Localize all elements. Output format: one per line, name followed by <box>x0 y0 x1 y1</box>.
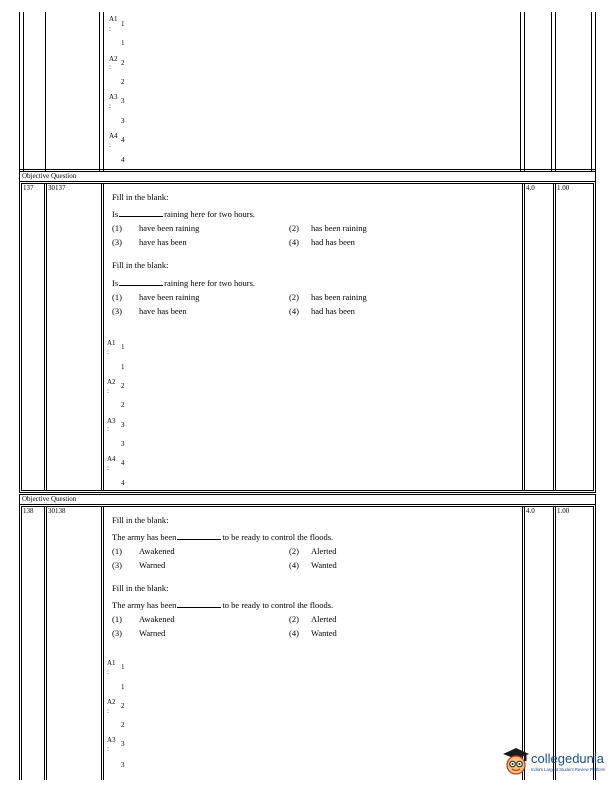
option-label: A4 <box>107 455 116 463</box>
choice-text: have been raining <box>139 223 200 233</box>
question-sentence <box>112 533 333 542</box>
choice-text: has been raining <box>311 292 367 302</box>
sentence-start: The army has been <box>112 600 177 610</box>
option-value: 4 <box>121 136 125 144</box>
option-label: A2 <box>107 378 116 386</box>
grid-line <box>19 12 20 171</box>
option-colon: : <box>109 63 111 71</box>
grid-line <box>553 506 554 780</box>
choice-text: Awakened <box>139 546 175 556</box>
choice-text: Wanted <box>311 628 337 638</box>
option-value: 3 <box>121 740 125 748</box>
option-colon: : <box>107 387 109 395</box>
choice-number: (3) <box>112 628 122 638</box>
question-id: 30137 <box>48 184 66 192</box>
choice-number: (2) <box>289 292 299 302</box>
grid-line <box>595 505 596 780</box>
choice-text: have has been <box>139 237 187 247</box>
grid-line <box>21 506 22 780</box>
option-colon: : <box>109 25 111 33</box>
logo-wordmark: collegedunia <box>531 751 605 766</box>
option-id: 4 <box>121 479 125 487</box>
option-label: A4 <box>109 132 118 140</box>
choice-text: Alerted <box>311 546 337 556</box>
grid-line <box>595 12 596 171</box>
choice-number: (1) <box>112 546 122 556</box>
grid-line <box>19 169 596 170</box>
option-label: A2 <box>107 698 116 706</box>
grid-line <box>524 183 525 491</box>
question-sentence <box>112 601 333 610</box>
sentence-end: to be ready to control the floods. <box>222 600 334 610</box>
grid-line <box>21 183 22 491</box>
grid-line <box>19 494 596 495</box>
choice-number: (3) <box>112 237 122 247</box>
option-id: 3 <box>121 761 125 769</box>
question-marks: 4.0 <box>526 507 535 515</box>
grid-line <box>19 505 20 780</box>
answer-blank <box>177 607 221 608</box>
option-label: A1 <box>107 339 116 347</box>
grid-line <box>103 506 104 780</box>
grid-line <box>524 506 525 780</box>
option-label: A3 <box>109 93 118 101</box>
grid-line <box>21 183 594 184</box>
option-colon: : <box>107 707 109 715</box>
answer-blank <box>119 285 163 286</box>
sentence-start: Is <box>112 278 119 288</box>
question-prompt: Fill in the blank: <box>112 192 169 202</box>
option-label: A1 <box>109 15 118 23</box>
grid-line <box>595 171 596 182</box>
section-label: Objective Question <box>22 172 77 180</box>
answer-blank <box>177 539 221 540</box>
choice-number: (2) <box>289 546 299 556</box>
sentence-end: to be ready to control the floods. <box>222 532 334 542</box>
choice-number: (4) <box>289 237 299 247</box>
grid-line <box>19 171 596 172</box>
sentence-start: Is <box>112 209 119 219</box>
grid-line <box>551 12 552 171</box>
grid-line <box>19 494 20 505</box>
grid-line <box>23 12 24 171</box>
grid-line <box>522 506 523 780</box>
question-sentence <box>112 210 255 219</box>
choice-text: Wanted <box>311 560 337 570</box>
choice-number: (2) <box>289 223 299 233</box>
option-label: A3 <box>107 417 116 425</box>
choice-number: (4) <box>289 306 299 316</box>
graduate-mascot-icon <box>502 747 530 777</box>
option-value: 2 <box>121 382 125 390</box>
grid-line <box>46 183 47 491</box>
option-value: 1 <box>121 343 125 351</box>
option-value: 2 <box>121 702 125 710</box>
grid-line <box>45 12 46 171</box>
question-prompt: Fill in the blank: <box>112 515 169 525</box>
option-value: 2 <box>121 59 125 67</box>
grid-line <box>46 506 47 780</box>
sentence-end: raining here for two hours. <box>164 209 256 219</box>
choice-number: (1) <box>112 223 122 233</box>
option-value: 3 <box>121 421 125 429</box>
grid-line <box>19 171 20 182</box>
grid-line <box>591 12 592 171</box>
grid-line <box>21 506 594 507</box>
grid-line <box>524 12 525 171</box>
grid-line <box>101 183 102 491</box>
option-id: 2 <box>121 721 125 729</box>
grid-line <box>44 183 45 491</box>
option-value: 1 <box>121 663 125 671</box>
option-id: 3 <box>121 117 125 125</box>
option-colon: : <box>107 348 109 356</box>
option-colon: : <box>109 102 111 110</box>
grid-line <box>19 504 596 505</box>
option-id: 2 <box>121 78 125 86</box>
answer-blank <box>119 216 163 217</box>
grid-line <box>522 183 523 491</box>
grid-line <box>555 12 556 171</box>
choice-text: have been raining <box>139 292 200 302</box>
grid-line <box>99 12 100 171</box>
question-serial: 137 <box>23 184 34 192</box>
grid-line <box>593 506 594 780</box>
option-id: 1 <box>121 363 125 371</box>
option-colon: : <box>107 745 109 753</box>
option-value: 3 <box>121 97 125 105</box>
grid-line <box>103 12 104 171</box>
question-negative-marks: 1.00 <box>557 184 570 192</box>
question-prompt: Fill in the blank: <box>112 583 169 593</box>
choice-text: Alerted <box>311 614 337 624</box>
question-prompt: Fill in the blank: <box>112 260 169 270</box>
option-label: A3 <box>107 736 116 744</box>
section-label: Objective Question <box>22 495 77 503</box>
grid-line <box>44 506 45 780</box>
choice-number: (3) <box>112 306 122 316</box>
question-marks: 4.0 <box>526 184 535 192</box>
option-colon: : <box>107 464 109 472</box>
choice-text: have has been <box>139 306 187 316</box>
question-sentence <box>112 279 255 288</box>
choice-number: (4) <box>289 628 299 638</box>
sentence-end: raining here for two hours. <box>164 278 256 288</box>
choice-text: had has been <box>311 237 355 247</box>
option-colon: : <box>107 425 109 433</box>
option-label: A2 <box>109 55 118 63</box>
choice-number: (3) <box>112 560 122 570</box>
grid-line <box>19 181 596 182</box>
choice-text: Awakened <box>139 614 175 624</box>
choice-text: Warned <box>139 628 166 638</box>
option-colon: : <box>107 668 109 676</box>
choice-text: Warned <box>139 560 166 570</box>
grid-line <box>553 183 554 491</box>
choice-text: had has been <box>311 306 355 316</box>
grid-line <box>555 183 556 491</box>
question-id: 30138 <box>48 507 66 515</box>
grid-line <box>21 490 594 491</box>
grid-line <box>19 182 20 493</box>
choice-number: (2) <box>289 614 299 624</box>
grid-line <box>555 506 556 780</box>
choice-number: (4) <box>289 560 299 570</box>
choice-text: has been raining <box>311 223 367 233</box>
grid-line <box>520 12 521 171</box>
logo-tagline: India's Largest Student Review Platform <box>531 767 606 772</box>
grid-line <box>593 183 594 491</box>
grid-line <box>595 182 596 493</box>
grid-line <box>103 183 104 491</box>
collegedunia-logo <box>502 745 606 779</box>
option-id: 1 <box>121 683 125 691</box>
option-value: 4 <box>121 459 125 467</box>
choice-number: (1) <box>112 292 122 302</box>
option-colon: : <box>109 141 111 149</box>
option-id: 2 <box>121 401 125 409</box>
option-id: 3 <box>121 440 125 448</box>
option-id: 4 <box>121 156 125 164</box>
question-negative-marks: 1.00 <box>557 507 570 515</box>
question-serial: 138 <box>23 507 34 515</box>
sentence-start: The army has been <box>112 532 177 542</box>
option-value: 1 <box>121 20 125 28</box>
option-label: A1 <box>107 659 116 667</box>
grid-line <box>101 506 102 780</box>
choice-number: (1) <box>112 614 122 624</box>
grid-line <box>595 494 596 505</box>
grid-line <box>19 492 596 493</box>
option-id: 1 <box>121 39 125 47</box>
